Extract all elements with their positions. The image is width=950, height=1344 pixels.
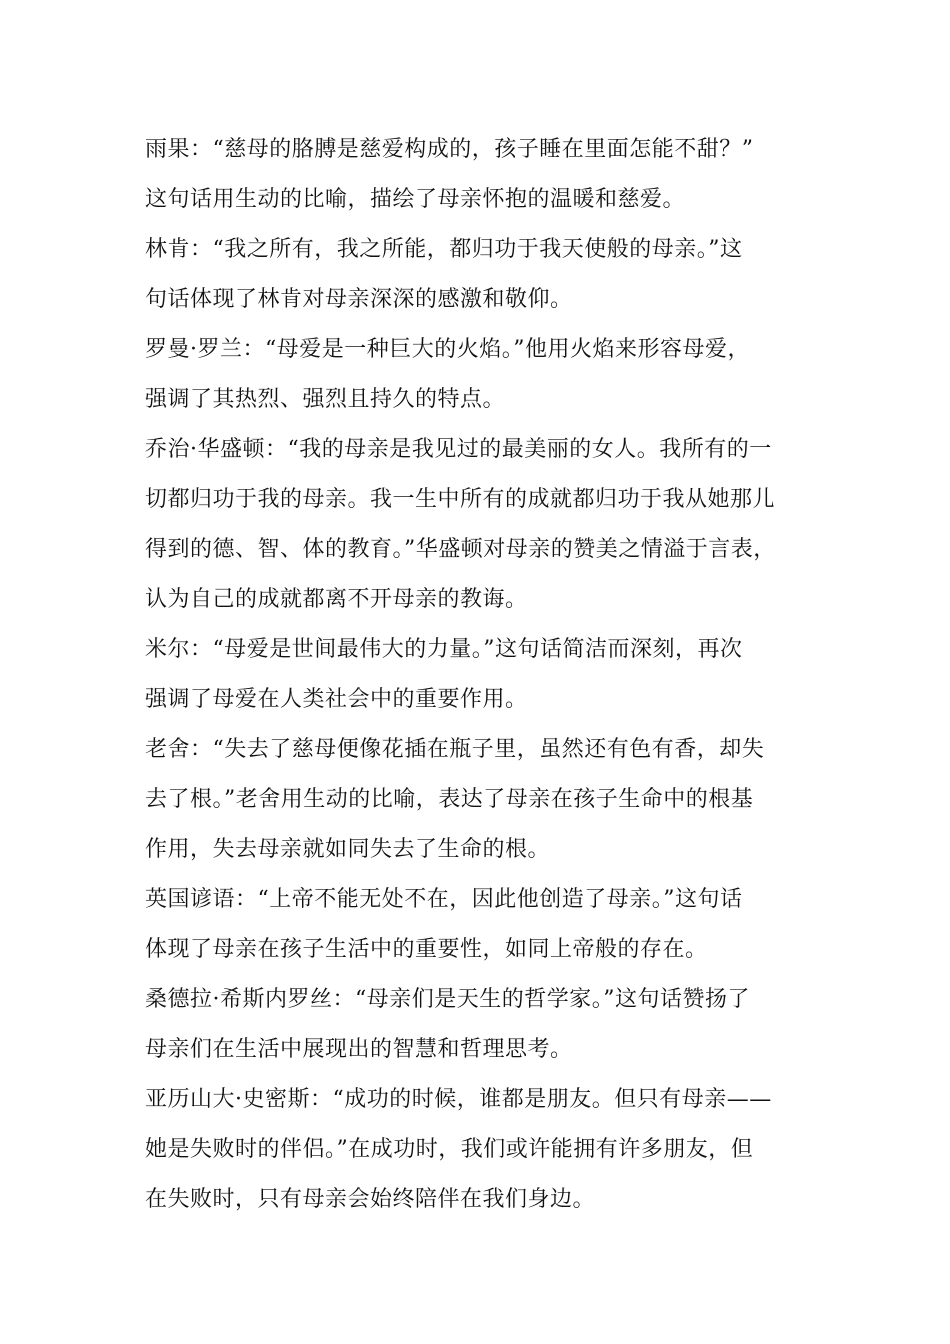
text-line: 作用，失去母亲就如同失去了生命的根。 [145, 837, 551, 862]
text-line: 罗曼·罗兰：“母爱是一种巨大的火焰。”他用火焰来形容母爱， [145, 337, 750, 362]
text-line: 母亲们在生活中展现出的智慧和哲理思考。 [145, 1037, 573, 1062]
text-line: 认为自己的成就都离不开母亲的教诲。 [145, 587, 528, 612]
text-line: 她是失败时的伴侣。”在成功时，我们或许能拥有许多朋友，但 [145, 1137, 754, 1162]
text-line: 林肯：“我之所有，我之所能，都归功于我天使般的母亲。”这 [145, 237, 743, 262]
document-body [145, 125, 825, 1225]
text-line: 亚历山大·史密斯：“成功的时候，谁都是朋友。但只有母亲—— [145, 1087, 772, 1112]
text-line: 在失败时，只有母亲会始终陪伴在我们身边。 [145, 1187, 596, 1212]
text-line: 米尔：“母爱是世间最伟大的力量。”这句话简洁而深刻，再次 [145, 637, 743, 662]
text-line: 得到的德、智、体的教育。”华盛顿对母亲的赞美之情溢于言表， [145, 537, 776, 562]
text-line: 体现了母亲在孩子生活中的重要性，如同上帝般的存在。 [145, 937, 708, 962]
text-line: 雨果：“慈母的胳膊是慈爱构成的，孩子睡在里面怎能不甜？” [145, 137, 754, 162]
text-line: 英国谚语：“上帝不能无处不在，因此他创造了母亲。”这句话 [145, 887, 743, 912]
text-line: 切都归功于我的母亲。我一生中所有的成就都归功于我从她那儿 [145, 487, 776, 512]
text-line: 强调了其热烈、强烈且持久的特点。 [145, 387, 506, 412]
text-line: 去了根。”老舍用生动的比喻，表达了母亲在孩子生命中的根基 [145, 787, 754, 812]
text-line: 这句话用生动的比喻，描绘了母亲怀抱的温暖和慈爱。 [145, 187, 686, 212]
text-line: 强调了母爱在人类社会中的重要作用。 [145, 687, 528, 712]
text-line: 句话体现了林肯对母亲深深的感激和敬仰。 [145, 287, 573, 312]
text-line: 老舍：“失去了慈母便像花插在瓶子里，虽然还有色有香，却失 [145, 737, 765, 762]
text-line: 桑德拉·希斯内罗丝：“母亲们是天生的哲学家。”这句话赞扬了 [145, 987, 750, 1012]
text-line: 乔治·华盛顿：“我的母亲是我见过的最美丽的女人。我所有的一 [145, 437, 772, 462]
